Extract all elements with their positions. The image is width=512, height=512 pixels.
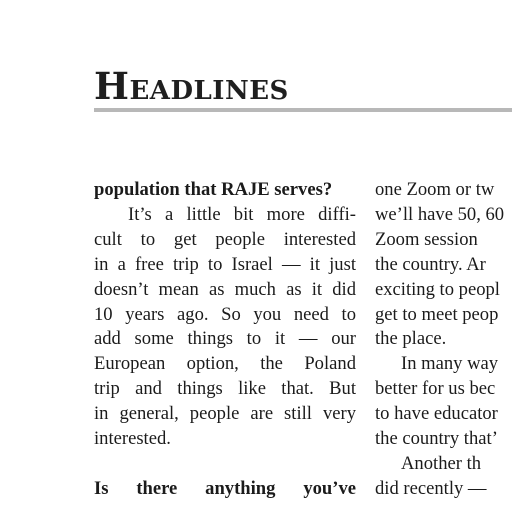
body-line: get to meet peop: [375, 303, 499, 325]
question-line: Is there anything you’ve: [94, 477, 356, 499]
body-line: in general, people are still very: [94, 403, 356, 425]
body-line: the country that’: [375, 428, 498, 450]
body-line: the country. Ar: [375, 253, 486, 275]
body-line: add some things to it — our: [94, 328, 356, 350]
body-line: cult to get people interested: [94, 228, 356, 250]
body-line: Zoom session: [375, 228, 478, 250]
body-line: in a free trip to Israel — it just: [94, 253, 356, 275]
body-line: exciting to peopl: [375, 278, 500, 300]
section-title: Headlines: [94, 64, 289, 108]
body-line: It’s a little bit more diffi-: [128, 203, 356, 225]
section-header: [94, 66, 512, 116]
body-line: better for us bec: [375, 378, 496, 400]
body-line: 10 years ago. So you need to: [94, 303, 356, 325]
body-line: the place.: [375, 328, 447, 350]
body-line: we’ll have 50, 60: [375, 203, 505, 225]
left-column: [94, 178, 356, 502]
body-line: Another th: [401, 452, 482, 474]
question-line: population that RAJE serves?: [94, 179, 333, 200]
body-line: interested.: [94, 428, 171, 450]
body-line: European option, the Poland: [94, 353, 356, 375]
body-line: one Zoom or tw: [375, 179, 495, 200]
body-line: did recently —: [375, 477, 487, 499]
body-line: In many way: [401, 353, 499, 375]
right-column: [375, 178, 512, 502]
body-line: trip and things like that. But: [94, 378, 356, 400]
header-rule: [94, 108, 512, 112]
body-line: doesn’t mean as much as it did: [94, 278, 356, 300]
body-line: to have educator: [375, 403, 498, 425]
paragraph-gap: [94, 452, 356, 477]
